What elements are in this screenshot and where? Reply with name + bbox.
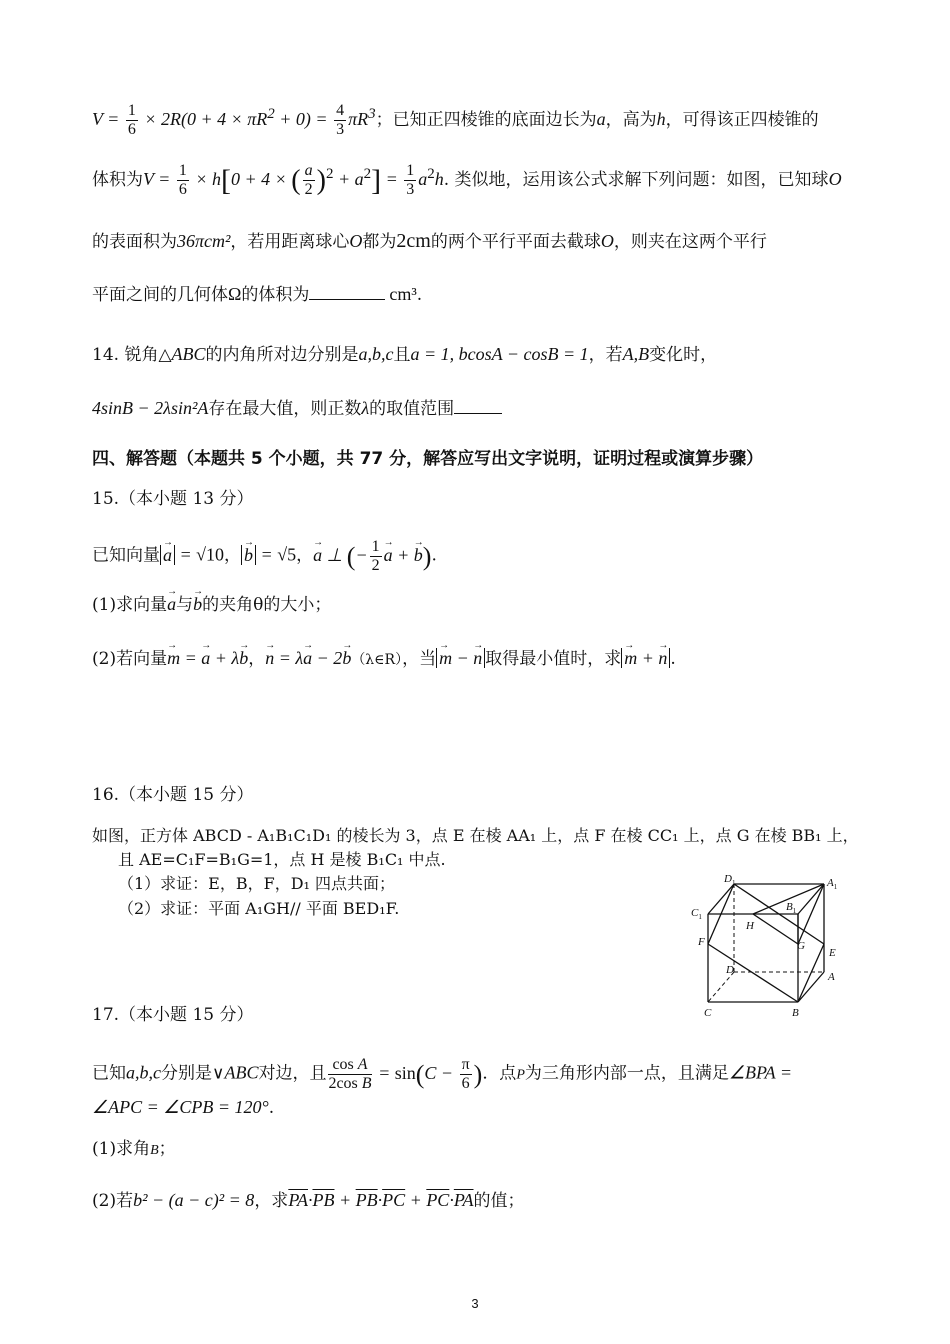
text: ，可得该正四棱锥的 <box>665 110 819 130</box>
text: ，高为 <box>605 110 657 130</box>
triangle-name: ABC <box>224 1062 259 1083</box>
side-condition: b² − (a − c)² = 8 <box>133 1190 255 1210</box>
angle-equalities: ∠APC = ∠CPB = 120° <box>92 1097 269 1117</box>
m-minus-n: → m − → n <box>436 648 485 668</box>
angle-equation: $\frac{\text{cos A}}{\text{2cos B}}$ = sin(C − $\frac{\pi}{6}$ ) <box>328 1056 483 1092</box>
q16-part2: （2）求证：平面 A₁GH// 平面 BED₁F. <box>118 899 400 918</box>
angles: A,B <box>622 344 650 364</box>
page-number: 3 <box>471 1296 479 1311</box>
text: . <box>416 285 423 305</box>
text: 的夹角θ的大小； <box>202 595 332 615</box>
angle-BPA: ∠BPA = <box>728 1062 792 1083</box>
var-O: O <box>828 169 842 189</box>
text: ，则夹在这两个平行 <box>613 232 767 252</box>
dot-product-sum: $\overline{PA}\cdot\overline{PB} + \overline{PB}\cdot\overline{PC} + \overline{PC}\cdot\overline{PA}$ <box>288 1190 474 1210</box>
text: . 类似地，运用该公式求解下列问题：如图，已知球 <box>443 170 829 190</box>
text: 的内角所对边分别是 <box>205 345 359 365</box>
text: ，当 <box>402 649 437 669</box>
lambda: λ <box>361 398 370 418</box>
angle-B: B <box>150 1143 159 1158</box>
continuation-line-2 <box>92 162 842 199</box>
label-B: B <box>792 1007 799 1019</box>
text: 且 <box>393 345 411 365</box>
text: 的体积为 <box>241 285 310 305</box>
q15-header: 15.（本小题 13 分） <box>92 489 254 509</box>
label-D1: $D_1$ <box>724 873 736 887</box>
q17-part2 <box>92 1188 525 1213</box>
sides: a,b,c <box>126 1062 161 1083</box>
text: ； <box>158 1139 176 1159</box>
label-D: D <box>726 964 734 976</box>
q14-line-2 <box>92 395 502 421</box>
text: ；已知正四棱锥的底面边长为 <box>375 110 597 130</box>
edge-B1-A1 <box>798 884 824 914</box>
text: (2)若 <box>92 1191 134 1211</box>
expression: 4sinB − 2λsin²A <box>92 398 209 418</box>
q16-line-1: 如图，正方体 ABCD - A₁B₁C₁D₁ 的棱长为 3，点 E 在棱 AA₁ 上，点 F 在棱 CC₁ 上，点 G 在棱 BB₁ 上， <box>92 826 859 845</box>
line-B-E <box>798 944 824 1002</box>
text: 为三角形内部一点，且满足 <box>524 1063 729 1084</box>
b-norm: → b = √5 <box>241 545 296 565</box>
sides: a,b,c <box>358 344 394 364</box>
label-B1: $B_1$ <box>786 901 797 915</box>
continuation-line-4 <box>92 281 422 307</box>
text: 取得最小值时，求 <box>485 649 622 669</box>
label-C1: $C_1$ <box>691 907 702 921</box>
label-G: G <box>797 940 805 952</box>
var-h: h <box>656 109 666 129</box>
text: (2)若向量 <box>92 649 168 669</box>
answer-blank[interactable] <box>454 395 502 414</box>
n-definition: → n = λ→ a − 2→ b <box>265 648 351 668</box>
label-A: A <box>828 971 835 983</box>
text: ，求 <box>254 1191 289 1211</box>
distance: 2cm <box>396 230 431 252</box>
q17-part1 <box>92 1137 176 1163</box>
q17-given-1 <box>92 1056 792 1093</box>
edge-B-A <box>798 972 824 1002</box>
line-H-G <box>753 914 798 944</box>
text: 已知向量 <box>92 545 160 566</box>
label-E: E <box>829 947 836 959</box>
text: . <box>268 1098 275 1118</box>
condition: a = 1, bcosA − cosB = 1 <box>410 344 589 364</box>
var-O: O <box>600 231 614 251</box>
m-definition: → m = → a + λ→ b <box>167 648 248 668</box>
text: 存在最大值，则正数 <box>208 399 362 419</box>
q15-part1 <box>92 592 331 617</box>
line-F-B <box>708 944 798 1002</box>
text: 的取值范围 <box>369 399 455 419</box>
label-F: F <box>698 936 705 948</box>
q16-part1: （1）求证：E，B，F，D₁ 四点共面； <box>118 874 396 893</box>
label-A1: $A_1$ <box>827 877 838 891</box>
m-plus-n: → m + → n <box>621 648 670 668</box>
pyramid-volume-formula: V = $\frac{1}{6}$ × h[0 + 4 × ( $\frac{a}{2}$ )$^2 + a^2$] = $\frac{1}{3}$ $a^2h$ <box>143 162 444 199</box>
section-title: 四、解答题（本题共 5 个小题，共 77 分，解答应写出文字说明，证明过程或演算步骤） <box>92 449 764 469</box>
text: 都为 <box>362 232 397 252</box>
edge-D-C-hidden <box>708 972 734 1002</box>
var-O: O <box>349 231 363 251</box>
text: ．点 <box>482 1063 517 1084</box>
text: 体积为 <box>92 170 143 190</box>
text: (1)求向量 <box>92 595 168 615</box>
omega-symbol: Ω <box>228 284 242 304</box>
text: 的值； <box>473 1191 525 1211</box>
q15-given: 已知向量 → a = √10， → b = √5，→ a ⊥ (− $\frac{1}{2}$ → a + → b). <box>92 538 437 575</box>
text: 已知 <box>92 1063 126 1084</box>
surface-area: 36πcm² <box>177 231 231 251</box>
cube-figure <box>686 872 858 1022</box>
perp-condition: → a ⊥ (− $\frac{1}{2}$ → a + → b) <box>313 545 431 565</box>
text: ，若用距离球心 <box>230 232 350 252</box>
text: 平面之间的几何体 <box>92 285 228 305</box>
q16-header: 16.（本小题 15 分） <box>92 785 254 805</box>
label-C: C <box>704 1007 712 1019</box>
text: 与 <box>176 595 194 615</box>
q14-line-1 <box>92 342 717 367</box>
triangle-name: ABC <box>171 344 206 364</box>
question-label: 14. 锐角△ <box>92 345 172 365</box>
edge-C1-D1 <box>708 884 734 914</box>
text: 对边，且 <box>258 1063 327 1084</box>
answer-blank[interactable] <box>309 281 385 300</box>
label-H: H <box>746 920 754 932</box>
text: (1)求角 <box>92 1139 151 1159</box>
q15-part2: (2)若向量→ m = → a + λ→ b，→ n = λ→ a − 2→ b（λ∈R），当 → m − → n 取得最小值时，求 → m + → n . <box>92 646 676 672</box>
text: 变化时， <box>649 345 718 365</box>
var-a: a <box>596 109 606 129</box>
lambda-condition: （λ∈R） <box>351 652 403 668</box>
point-P: P <box>516 1067 525 1083</box>
continuation-line-3 <box>92 229 767 254</box>
vector-a: → a <box>167 592 176 616</box>
sphere-volume-formula: V = $\frac{1}{6}$ × $2R(0 + 4 \times \pi R^2 + 0)$ = $\frac{4}{3}$ $\pi R^3$ <box>92 102 376 139</box>
q17-header: 17.（本小题 15 分） <box>92 1005 254 1025</box>
unit: cm³ <box>389 284 417 304</box>
a-norm: → a = √10 <box>160 545 224 565</box>
vector-b: → b <box>193 592 202 616</box>
text: ，若 <box>588 345 623 365</box>
continuation-line-1 <box>92 102 819 139</box>
text: 分别是∨ <box>161 1063 225 1084</box>
q16-line-2: 且 AE=C₁F=B₁G=1，点 H 是棱 B₁C₁ 中点. <box>118 850 446 869</box>
q17-given-2 <box>92 1095 274 1120</box>
text: . <box>670 649 676 669</box>
text: 的两个平行平面去截球 <box>430 232 601 252</box>
text: 的表面积为 <box>92 232 177 252</box>
